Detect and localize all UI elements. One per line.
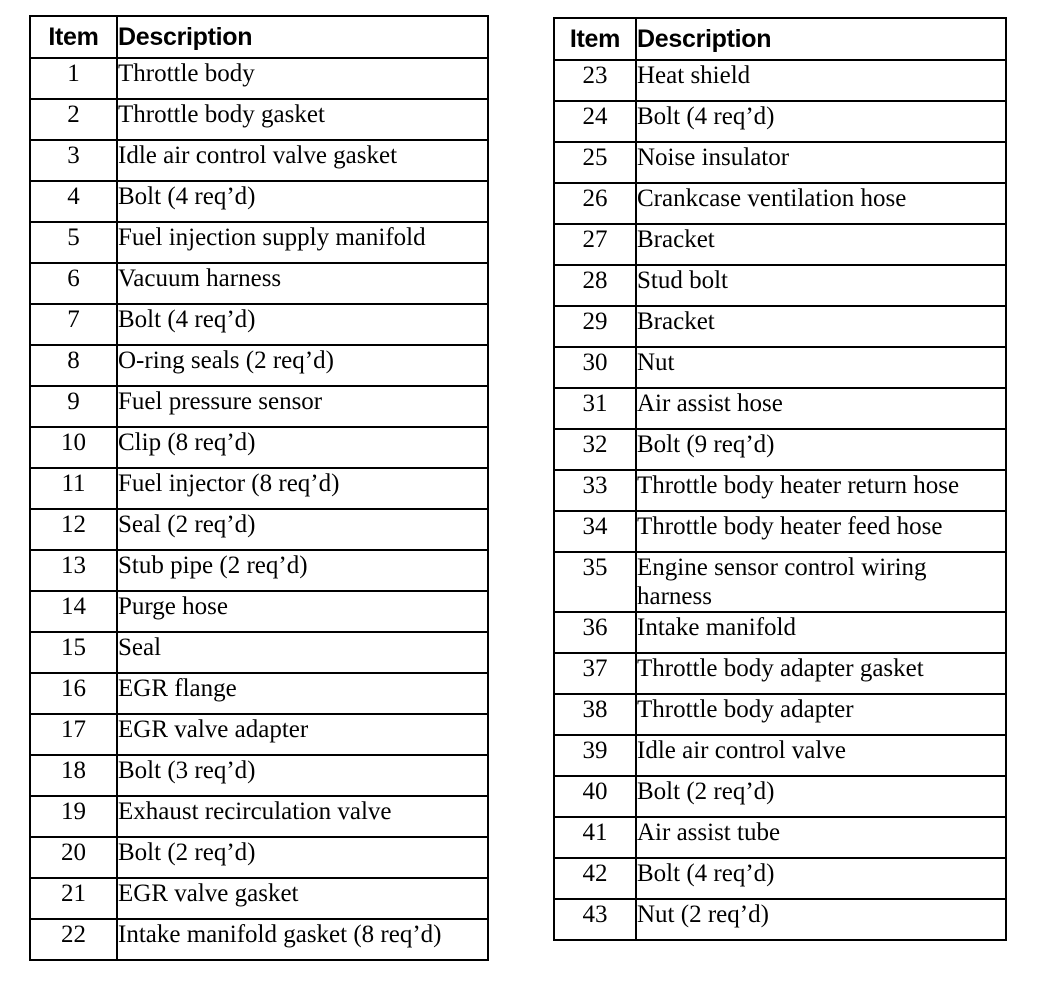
item-description: Throttle body adapter (636, 694, 1006, 735)
item-description: Clip (8 req’d) (117, 427, 488, 468)
item-description: Exhaust recirculation valve (117, 796, 488, 837)
item-number: 32 (554, 429, 636, 470)
item-description: Bolt (4 req’d) (117, 304, 488, 345)
table-row (30, 550, 488, 591)
item-description: Stud bolt (636, 265, 1006, 306)
item-description: Bolt (4 req’d) (117, 181, 488, 222)
item-description: Throttle body heater return hose (636, 470, 1006, 511)
table-row (30, 837, 488, 878)
item-number: 27 (554, 224, 636, 265)
item-number: 24 (554, 101, 636, 142)
item-number: 37 (554, 653, 636, 694)
item-description: Fuel injection supply manifold (117, 222, 488, 263)
item-number: 19 (30, 796, 117, 837)
table-row (30, 632, 488, 673)
table-row (30, 878, 488, 919)
item-number: 26 (554, 183, 636, 224)
table-row (554, 612, 1006, 653)
item-number: 42 (554, 858, 636, 899)
item-description: Intake manifold (636, 612, 1006, 653)
parts-table-left (29, 15, 489, 961)
table-row (554, 552, 1006, 612)
table-row (554, 101, 1006, 142)
item-description: EGR valve adapter (117, 714, 488, 755)
table-row (30, 509, 488, 550)
item-number: 34 (554, 511, 636, 552)
item-description: Crankcase ventilation hose (636, 183, 1006, 224)
table-row (30, 181, 488, 222)
table-row (554, 60, 1006, 101)
table-row (554, 694, 1006, 735)
item-number: 13 (30, 550, 117, 591)
item-description: EGR flange (117, 673, 488, 714)
item-column-header: Item (30, 16, 117, 58)
item-description: Idle air control valve (636, 735, 1006, 776)
item-number: 30 (554, 347, 636, 388)
item-description: Nut (2 req’d) (636, 899, 1006, 940)
item-description: Idle air control valve gasket (117, 140, 488, 181)
item-description: Bolt (4 req’d) (636, 858, 1006, 899)
item-number: 10 (30, 427, 117, 468)
item-description: Vacuum harness (117, 263, 488, 304)
item-description: EGR valve gasket (117, 878, 488, 919)
item-number: 9 (30, 386, 117, 427)
table-row (554, 653, 1006, 694)
item-number: 21 (30, 878, 117, 919)
table-row (554, 306, 1006, 347)
parts-table-right-body (554, 60, 1006, 940)
table-row (554, 511, 1006, 552)
item-column-header: Item (554, 18, 636, 60)
table-row (554, 817, 1006, 858)
table-row (554, 429, 1006, 470)
item-description: Air assist hose (636, 388, 1006, 429)
table-row (30, 591, 488, 632)
item-description: Engine sensor control wiring harness (636, 552, 1006, 612)
item-description: Throttle body adapter gasket (636, 653, 1006, 694)
table-row (30, 755, 488, 796)
item-number: 1 (30, 58, 117, 99)
table-row (30, 673, 488, 714)
item-description: Bolt (3 req’d) (117, 755, 488, 796)
table-row (30, 263, 488, 304)
item-number: 29 (554, 306, 636, 347)
item-description: Bolt (9 req’d) (636, 429, 1006, 470)
item-number: 23 (554, 60, 636, 101)
table-row (554, 224, 1006, 265)
table-row (554, 142, 1006, 183)
item-description: Seal (117, 632, 488, 673)
item-number: 5 (30, 222, 117, 263)
item-description: Fuel pressure sensor (117, 386, 488, 427)
item-number: 3 (30, 140, 117, 181)
item-description: Throttle body (117, 58, 488, 99)
table-row (30, 140, 488, 181)
item-description: Bolt (4 req’d) (636, 101, 1006, 142)
item-number: 31 (554, 388, 636, 429)
item-number: 12 (30, 509, 117, 550)
item-number: 28 (554, 265, 636, 306)
item-number: 6 (30, 263, 117, 304)
item-description: Purge hose (117, 591, 488, 632)
table-row (554, 347, 1006, 388)
item-description: Air assist tube (636, 817, 1006, 858)
table-row (30, 345, 488, 386)
parts-table-right (553, 17, 1007, 941)
table-row (554, 776, 1006, 817)
item-number: 41 (554, 817, 636, 858)
item-description: Bracket (636, 306, 1006, 347)
item-number: 20 (30, 837, 117, 878)
table-row (30, 427, 488, 468)
item-description: Seal (2 req’d) (117, 509, 488, 550)
item-number: 43 (554, 899, 636, 940)
item-description: Throttle body heater feed hose (636, 511, 1006, 552)
header-row (554, 18, 1006, 60)
table-row (30, 919, 488, 960)
item-description: Bolt (2 req’d) (636, 776, 1006, 817)
item-number: 14 (30, 591, 117, 632)
item-description: Intake manifold gasket (8 req’d) (117, 919, 488, 960)
item-number: 15 (30, 632, 117, 673)
description-column-header: Description (636, 18, 1006, 60)
table-row (30, 222, 488, 263)
item-description: Fuel injector (8 req’d) (117, 468, 488, 509)
item-description: Bolt (2 req’d) (117, 837, 488, 878)
item-number: 36 (554, 612, 636, 653)
table-row (554, 183, 1006, 224)
parts-table-left-body (30, 58, 488, 960)
item-description: Noise insulator (636, 142, 1006, 183)
table-row (554, 388, 1006, 429)
item-description: Heat shield (636, 60, 1006, 101)
table-row (554, 899, 1006, 940)
item-number: 22 (30, 919, 117, 960)
table-row (30, 386, 488, 427)
table-row (30, 714, 488, 755)
item-number: 18 (30, 755, 117, 796)
item-number: 25 (554, 142, 636, 183)
item-description: Bracket (636, 224, 1006, 265)
item-number: 17 (30, 714, 117, 755)
table-row (30, 468, 488, 509)
description-column-header: Description (117, 16, 488, 58)
item-number: 39 (554, 735, 636, 776)
item-description: Nut (636, 347, 1006, 388)
item-number: 7 (30, 304, 117, 345)
item-number: 2 (30, 99, 117, 140)
table-row (554, 470, 1006, 511)
item-number: 11 (30, 468, 117, 509)
header-row (30, 16, 488, 58)
item-description: Throttle body gasket (117, 99, 488, 140)
item-description: O-ring seals (2 req’d) (117, 345, 488, 386)
table-row (30, 99, 488, 140)
table-row (554, 265, 1006, 306)
item-number: 16 (30, 673, 117, 714)
table-row (554, 735, 1006, 776)
item-number: 40 (554, 776, 636, 817)
item-description: Stub pipe (2 req’d) (117, 550, 488, 591)
table-row (30, 304, 488, 345)
item-number: 33 (554, 470, 636, 511)
table-row (30, 796, 488, 837)
table-row (554, 858, 1006, 899)
item-number: 38 (554, 694, 636, 735)
item-number: 8 (30, 345, 117, 386)
table-row (30, 58, 488, 99)
item-number: 4 (30, 181, 117, 222)
item-number: 35 (554, 552, 636, 612)
